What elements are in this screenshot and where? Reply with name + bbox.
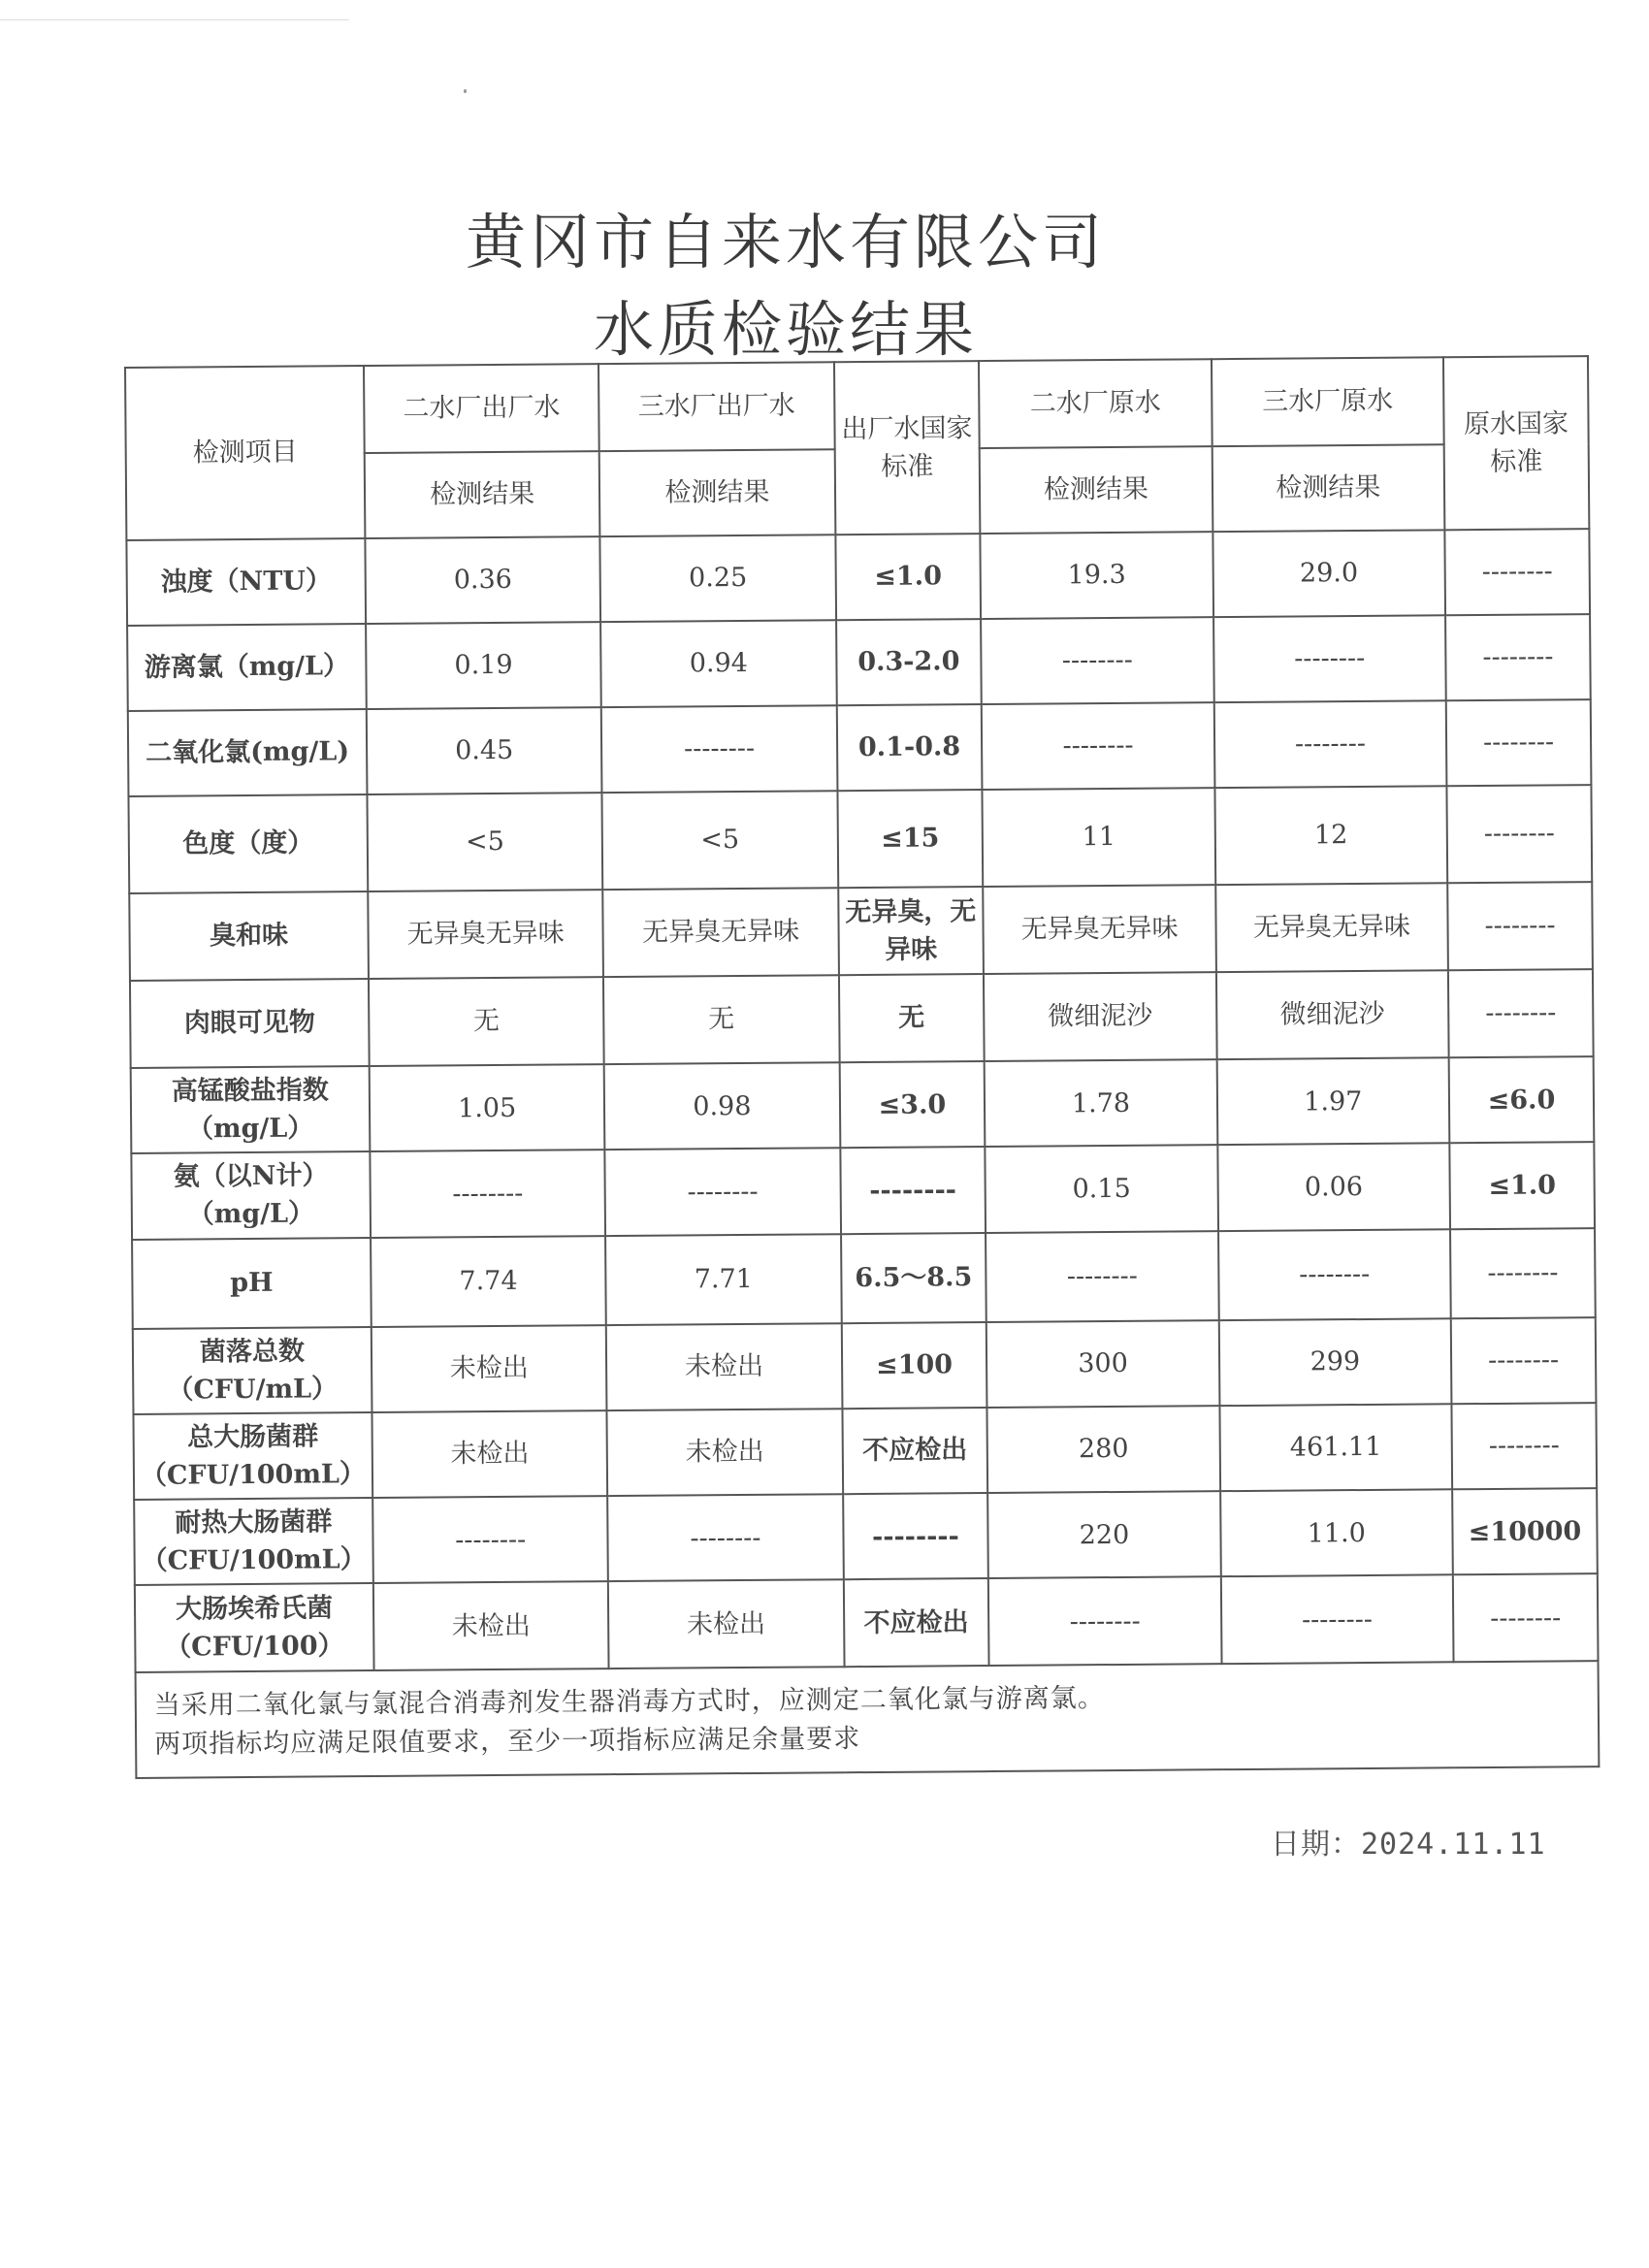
cell-plant3-out: 无	[603, 975, 839, 1064]
cell-plant3-out: 未检出	[607, 1409, 843, 1496]
cell-plant2-raw: --------	[988, 1577, 1221, 1667]
cell-item: 肉眼可见物	[130, 979, 370, 1068]
cell-plant2-raw: 1.78	[985, 1059, 1217, 1147]
cell-out-standard: 0.3-2.0	[836, 619, 982, 705]
table-row	[131, 1056, 1595, 1153]
cell-plant2-raw: --------	[986, 1231, 1218, 1322]
cell-raw-standard: --------	[1450, 1228, 1596, 1318]
cell-plant3-raw: 299	[1218, 1318, 1451, 1406]
cell-plant3-raw: 29.0	[1212, 530, 1445, 617]
note-line-2: 两项指标均应满足限值要求，至少一项指标应满足余量要求	[154, 1723, 861, 1760]
cell-plant2-raw: 300	[986, 1320, 1219, 1408]
header-out-standard: 出厂水国家标准	[834, 361, 981, 535]
cell-plant3-out: 未检出	[608, 1580, 844, 1669]
table-row	[128, 785, 1592, 893]
report-title: 水质检验结果	[593, 294, 978, 365]
subheader-result: 检测结果	[365, 451, 600, 538]
table-row	[131, 1142, 1595, 1239]
cell-plant3-raw: 0.06	[1217, 1144, 1450, 1231]
cell-raw-standard: --------	[1451, 1403, 1597, 1489]
cell-plant2-raw: 220	[987, 1491, 1220, 1578]
cell-plant2-out: 0.45	[367, 707, 602, 794]
cell-out-standard: ≤3.0	[839, 1061, 985, 1148]
cell-raw-standard: --------	[1446, 785, 1592, 883]
cell-plant3-out: 0.94	[600, 620, 836, 707]
header-raw-standard: 原水国家标准	[1443, 356, 1589, 530]
cell-plant2-raw: --------	[982, 702, 1214, 790]
cell-plant2-out: 0.19	[366, 622, 601, 709]
cell-raw-standard: --------	[1445, 614, 1591, 700]
cell-plant2-raw: 无异臭无异味	[984, 885, 1216, 974]
cell-out-standard: ≤1.0	[835, 534, 981, 620]
cell-raw-standard: ≤6.0	[1449, 1056, 1595, 1143]
cell-raw-standard: --------	[1453, 1574, 1599, 1663]
cell-item: pH	[132, 1238, 372, 1329]
cell-plant3-raw: --------	[1213, 700, 1446, 788]
cell-plant3-raw: --------	[1213, 615, 1446, 702]
cell-plant3-out: --------	[605, 1149, 841, 1236]
header-item: 检测项目	[125, 366, 365, 540]
cell-item: 浊度（NTU）	[126, 538, 366, 626]
cell-plant2-raw: 19.3	[981, 532, 1213, 619]
cell-out-standard: --------	[843, 1493, 988, 1579]
note-row	[136, 1662, 1600, 1778]
cell-plant2-raw: 0.15	[986, 1145, 1218, 1232]
header-plant2-raw: 二水厂原水	[979, 359, 1212, 448]
cell-plant2-out: <5	[367, 793, 602, 891]
cell-item: 色度（度）	[128, 794, 368, 893]
cell-item: 二氧化氯(mg/L)	[128, 709, 368, 796]
cell-plant3-out: 0.25	[600, 535, 836, 622]
cell-plant2-raw: 11	[983, 788, 1215, 887]
table-row	[132, 1228, 1596, 1329]
subheader-result: 检测结果	[599, 449, 835, 536]
cell-plant3-out: 7.71	[605, 1234, 841, 1325]
cell-raw-standard: ≤10000	[1452, 1488, 1598, 1574]
cell-plant3-raw: 461.11	[1219, 1404, 1452, 1491]
cell-raw-standard: --------	[1444, 529, 1590, 615]
cell-plant2-out: --------	[372, 1496, 608, 1583]
cell-item: 大肠埃希氏菌（CFU/100）	[135, 1583, 374, 1672]
note-line-1: 当采用二氧化氯与氯混合消毒剂发生器消毒方式时，应测定二氧化氯与游离氯。	[153, 1683, 1105, 1722]
cell-plant3-out: 0.98	[604, 1062, 840, 1150]
cell-plant2-raw: 280	[987, 1406, 1220, 1493]
cell-plant2-out: 无	[369, 977, 604, 1066]
cell-plant3-out: 未检出	[606, 1323, 842, 1410]
cell-plant3-raw: 微细泥沙	[1216, 970, 1449, 1059]
cell-out-standard: 不应检出	[843, 1578, 988, 1667]
cell-plant2-out: --------	[370, 1150, 605, 1237]
cell-plant2-out: 0.36	[365, 536, 600, 624]
cell-raw-standard: --------	[1448, 969, 1594, 1057]
cell-plant3-out: --------	[601, 705, 837, 793]
cell-plant2-raw: --------	[981, 617, 1213, 704]
results-table	[124, 355, 1600, 1779]
cell-item: 臭和味	[129, 891, 369, 981]
cell-item: 游离氯（mg/L）	[127, 624, 367, 711]
cell-plant3-raw: 1.97	[1216, 1057, 1449, 1145]
header-plant3-raw: 三水厂原水	[1212, 357, 1444, 446]
cell-plant3-out: <5	[602, 791, 838, 890]
cell-raw-standard: --------	[1447, 882, 1593, 970]
cell-raw-standard: ≤1.0	[1449, 1142, 1595, 1228]
cell-plant2-raw: 微细泥沙	[984, 972, 1216, 1061]
cell-out-standard: 无	[838, 974, 984, 1062]
table-row	[133, 1317, 1597, 1414]
cell-out-standard: --------	[840, 1147, 986, 1233]
cell-out-standard: 6.5～8.5	[841, 1233, 986, 1323]
scan-speck	[0, 19, 349, 20]
table-row	[127, 614, 1591, 711]
cell-plant3-raw: 无异臭无异味	[1215, 883, 1448, 972]
table-row	[135, 1574, 1599, 1673]
cell-item: 氨（以N计）（mg/L）	[131, 1151, 371, 1239]
cell-out-standard: 0.1-0.8	[836, 704, 982, 791]
cell-raw-standard: --------	[1446, 699, 1592, 786]
table-row	[126, 529, 1590, 626]
cell-plant3-out: --------	[607, 1494, 843, 1581]
subheader-result: 检测结果	[1212, 444, 1444, 532]
cell-plant3-raw: 11.0	[1220, 1489, 1453, 1576]
cell-plant2-out: 无异臭无异味	[368, 890, 603, 979]
header-row	[125, 356, 1589, 455]
cell-item: 高锰酸盐指数（mg/L）	[131, 1066, 371, 1153]
header-plant3-out: 三水厂出厂水	[598, 362, 834, 451]
cell-raw-standard: --------	[1451, 1317, 1597, 1404]
company-name: 黄冈市自来水有限公司	[465, 207, 1106, 277]
cell-plant2-out: 7.74	[371, 1236, 606, 1327]
table-row	[130, 969, 1594, 1068]
report-date: 日期：2024.11.11	[1271, 1828, 1546, 1862]
cell-item: 菌落总数（CFU/mL）	[133, 1327, 372, 1414]
cell-plant2-out: 未检出	[373, 1582, 609, 1671]
table-row	[134, 1488, 1598, 1585]
cell-plant3-out: 无异臭无异味	[603, 888, 839, 977]
subheader-result: 检测结果	[980, 446, 1212, 534]
table-row	[128, 699, 1592, 796]
cell-item: 耐热大肠菌群（CFU/100mL）	[134, 1498, 373, 1585]
table-row	[133, 1403, 1597, 1500]
table-row	[129, 882, 1593, 981]
header-plant2-out: 二水厂出厂水	[364, 364, 599, 453]
note	[136, 1662, 1600, 1778]
scan-speck	[464, 89, 467, 93]
cell-plant2-out: 未检出	[372, 1325, 607, 1412]
cell-plant2-out: 1.05	[370, 1064, 605, 1151]
cell-plant3-raw: 12	[1214, 786, 1447, 885]
cell-item: 总大肠菌群（CFU/100mL）	[133, 1412, 372, 1500]
cell-out-standard: ≤15	[837, 790, 984, 888]
cell-plant2-out: 未检出	[372, 1410, 607, 1498]
cell-out-standard: 无异臭，无异味	[838, 887, 984, 975]
cell-out-standard: 不应检出	[842, 1408, 987, 1494]
cell-out-standard: ≤100	[841, 1322, 986, 1409]
cell-plant3-raw: --------	[1218, 1229, 1451, 1320]
cell-plant3-raw: --------	[1220, 1575, 1453, 1665]
